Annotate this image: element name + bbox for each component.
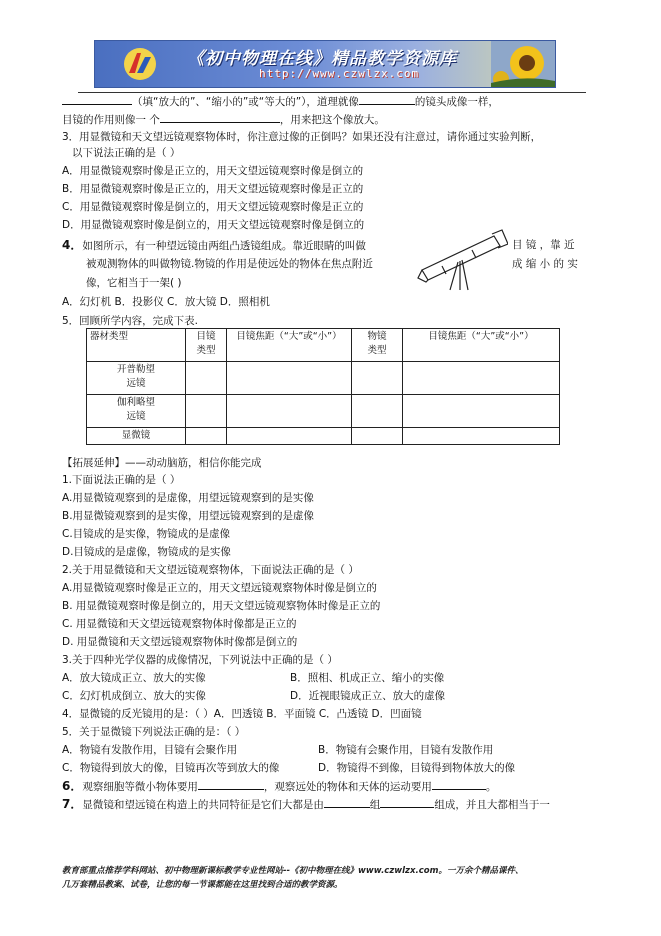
- ext-question-1: 1.下面说法正确的是（ ）: [62, 474, 181, 486]
- header-cell: [403, 329, 560, 362]
- sunflower-icon: [491, 41, 555, 87]
- answer-cell[interactable]: [352, 428, 403, 445]
- text: 目镜: [196, 331, 216, 342]
- ext-option-2b[interactable]: B. 用显微镜观察时像是倒立的，用天文望远镜观察物体时像是正立的: [62, 600, 381, 612]
- question-4-options[interactable]: A．幻灯机 B．投影仪 C．放大镜 D．照相机: [62, 296, 270, 308]
- footer-line-2: 几万套精品教案、试卷，让您的每一节课都能在这里找到合适的教学资源。: [62, 880, 343, 890]
- footer-line-1: 教育部重点推荐学科网站、初中物理新课标教学专业性网站--《初中物理在线》www.czwlzx.com。一万余个精品课件、: [62, 866, 524, 876]
- header-cell: [352, 329, 403, 362]
- question-4-right-2: 成 缩 小 的 实: [512, 258, 578, 270]
- answer-cell[interactable]: [186, 362, 227, 395]
- table-header-row: [87, 329, 560, 362]
- header-banner: [94, 40, 556, 88]
- text: 的镜头成像一样，: [414, 96, 499, 108]
- table-row: [87, 428, 560, 445]
- blank[interactable]: [432, 778, 486, 790]
- option-3c[interactable]: C．用显微镜观察时像是倒立的，用天文望远镜观察时像是正立的: [62, 201, 364, 213]
- text: 类型: [367, 345, 387, 356]
- table-row: [87, 362, 560, 395]
- table-row: [87, 395, 560, 428]
- ext-option-1c[interactable]: C.目镜成的是实像，物镜成的是虚像: [62, 528, 231, 540]
- header-cell: [186, 329, 227, 362]
- text: 目镜焦距（“大”或“小”）: [236, 331, 342, 342]
- text: 器材类型: [90, 331, 129, 342]
- telescope-icon: [412, 228, 508, 292]
- text: 显微镜: [121, 430, 151, 441]
- question-3-stem: 以下说法正确的是（ ）: [72, 147, 181, 159]
- banner-title: 《初中物理在线》精品教学资源库: [187, 49, 457, 69]
- site-logo-icon: [123, 47, 157, 81]
- answer-cell[interactable]: [403, 395, 560, 428]
- fill-line-1: [62, 111, 385, 128]
- row-label: [87, 428, 186, 445]
- header-cell: [87, 329, 186, 362]
- answer-cell[interactable]: [227, 362, 352, 395]
- text: 目镜焦距（“大”或“小”）: [428, 331, 534, 342]
- instrument-table: [86, 328, 560, 445]
- q-number: 4．: [62, 238, 83, 252]
- q-number: 6．: [62, 779, 83, 793]
- question-4: [62, 237, 366, 254]
- ext-question-6: [62, 778, 496, 795]
- text: 类型: [196, 345, 216, 356]
- answer-cell[interactable]: [186, 428, 227, 445]
- ext-option-1b[interactable]: B.用显微镜观察到的是实像，用望远镜观察到的是虚像: [62, 510, 315, 522]
- text: 目镜的作用则像一 个: [62, 114, 160, 126]
- ext-option-2a[interactable]: A.用显微镜观察时像是正立的，用天文望远镜观察物体时像是倒立的: [62, 582, 377, 594]
- blank[interactable]: [160, 111, 280, 123]
- text: 观察细胞等微小物体要用: [82, 781, 198, 793]
- answer-cell[interactable]: [227, 395, 352, 428]
- fill-line-0: [62, 93, 499, 110]
- answer-cell[interactable]: [186, 395, 227, 428]
- header-cell: [227, 329, 352, 362]
- question-4-line-2: 被观测物体的叫做物镜.物镜的作用是使远处的物体在焦点附近: [86, 258, 373, 270]
- question-4-line-3: 像，它相当于一架( ): [86, 277, 182, 289]
- ext-option-3b[interactable]: B．照相、机成正立、缩小的实像: [290, 672, 445, 684]
- text: 组: [369, 799, 381, 811]
- answer-cell[interactable]: [352, 395, 403, 428]
- banner-url[interactable]: http://www.czwlzx.com: [259, 67, 420, 80]
- question-3: 3．用显微镜和天文望远镜观察物体时，你注意过像的正倒吗？如果还没有注意过，请你通过实验判断，: [62, 131, 542, 143]
- answer-cell[interactable]: [227, 428, 352, 445]
- option-3d[interactable]: D．用显微镜观察时像是倒立的，用天文望远镜观察时像是倒立的: [62, 219, 365, 231]
- extension-heading: 【拓展延伸】——动动脑筋，相信你能完成: [62, 457, 262, 469]
- text: ，观察远处的物体和天体的运动要用: [263, 781, 432, 793]
- ext-option-3d[interactable]: D．近视眼镜成正立、放大的虚像: [290, 690, 446, 702]
- question-5: 5．回顾所学内容，完成下表.: [62, 315, 199, 327]
- ext-question-2: 2.关于用显微镜和天文望远镜观察物体，下面说法正确的是（ ）: [62, 564, 359, 576]
- ext-option-5d[interactable]: D．物镜得不到像，目镜得到物体放大的像: [318, 762, 516, 774]
- ext-option-2d[interactable]: D. 用显微镜和天文望远镜观察物体时像都是倒立的: [62, 636, 298, 648]
- blank[interactable]: [324, 796, 370, 808]
- question-4-right-1: 目 镜 ，靠 近: [512, 239, 575, 251]
- ext-question-7: [62, 796, 550, 813]
- text: 伽利略望: [116, 397, 155, 408]
- answer-cell[interactable]: [403, 428, 560, 445]
- answer-cell[interactable]: [403, 362, 560, 395]
- ext-option-5a[interactable]: A．物镜有发散作用，目镜有会聚作用: [62, 744, 238, 756]
- ext-question-5: 5．关于显微镜下列说法正确的是：（ ）: [62, 726, 246, 738]
- ext-option-1d[interactable]: D.目镜成的是虚像，物镜成的是实像: [62, 546, 231, 558]
- q-number: 7．: [62, 797, 83, 811]
- text: 开普勒望: [116, 364, 155, 375]
- text: 。: [485, 781, 497, 793]
- option-3b[interactable]: B．用显微镜观察时像是正立的，用天文望远镜观察时像是正立的: [62, 183, 364, 195]
- ext-question-3: 3.关于四种光学仪器的成像情况，下列说法中正确的是（ ）: [62, 654, 338, 666]
- ext-option-3c[interactable]: C．幻灯机成倒立、放大的实像: [62, 690, 206, 702]
- ext-option-5c[interactable]: C．物镜得到放大的像，目镜再次等到放大的像: [62, 762, 280, 774]
- text: 物镜: [367, 331, 387, 342]
- blank[interactable]: [62, 93, 132, 105]
- text: 远镜: [126, 378, 146, 389]
- text: 远镜: [126, 411, 146, 422]
- text: 组成，并且大都相当于一: [434, 799, 550, 811]
- text: 显微镜和望远镜在构造上的共同特征是它们大都是由: [82, 799, 324, 811]
- row-label: [87, 395, 186, 428]
- ext-question-4[interactable]: 4．显微镜的反光镜用的是：（ ）A．凹透镜 B．平面镜 C．凸透镜 D．凹面镜: [62, 708, 422, 720]
- ext-option-3a[interactable]: A．放大镜成正立、放大的实像: [62, 672, 206, 684]
- text: ，用来把这个像放大。: [279, 114, 385, 126]
- option-3a[interactable]: A．用显微镜观察时像是正立的，用天文望远镜观察时像是倒立的: [62, 165, 364, 177]
- ext-option-5b[interactable]: B．物镜有会聚作用，目镜有发散作用: [318, 744, 494, 756]
- ext-option-1a[interactable]: A.用显微镜观察到的是虚像，用望远镜观察到的是实像: [62, 492, 314, 504]
- row-label: [87, 362, 186, 395]
- blank[interactable]: [380, 796, 434, 808]
- ext-option-2c[interactable]: C. 用显微镜和天文望远镜观察物体时像都是正立的: [62, 618, 297, 630]
- text: （填“放大的”、“缩小的”或“等大的”），道理就像: [132, 96, 359, 108]
- text: 如图所示，有一种望远镜由两组凸透镜组成。靠近眼睛的叫做: [82, 240, 366, 252]
- answer-cell[interactable]: [352, 362, 403, 395]
- blank[interactable]: [359, 93, 415, 105]
- page-footer: [62, 864, 602, 892]
- blank[interactable]: [198, 778, 264, 790]
